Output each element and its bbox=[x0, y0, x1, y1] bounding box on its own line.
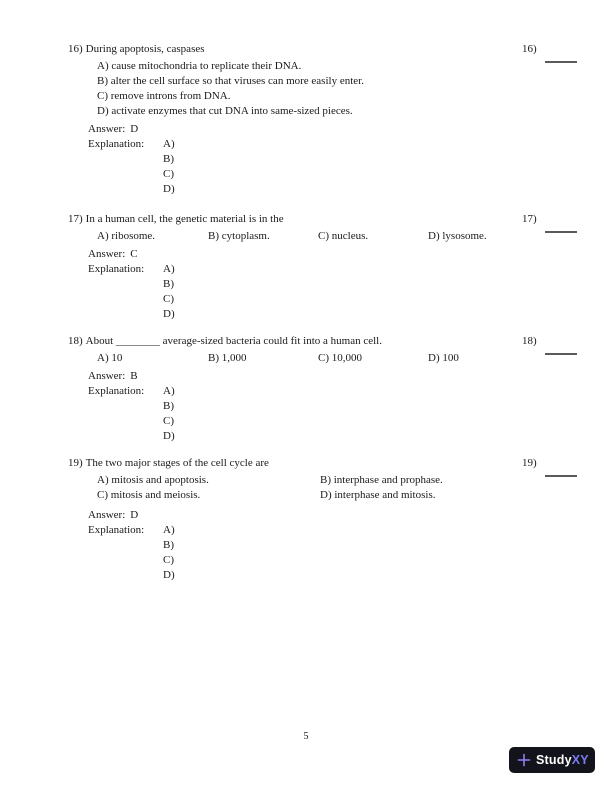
answer-label: Answer: bbox=[88, 248, 126, 260]
explanation-item: B) bbox=[163, 278, 174, 290]
explanation bbox=[88, 384, 526, 444]
option: B) 1,000 bbox=[208, 352, 247, 364]
answer-blank-line bbox=[545, 231, 577, 233]
explanation-item: D) bbox=[163, 569, 175, 581]
explanation-item: B) bbox=[163, 400, 174, 412]
margin-answer-17 bbox=[522, 212, 537, 227]
margin-answer-number: 18) bbox=[522, 335, 537, 347]
option: C) mitosis and meiosis. bbox=[97, 489, 201, 501]
answer-value: B bbox=[130, 370, 138, 382]
answer-blank-line bbox=[545, 353, 577, 355]
explanation-items bbox=[163, 262, 175, 322]
question-stem: The two major stages of the cell cycle are bbox=[85, 457, 269, 469]
explanation-item: B) bbox=[163, 153, 174, 165]
margin-answer-number: 16) bbox=[522, 43, 537, 55]
explanation-item: A) bbox=[163, 385, 175, 397]
answer-value: C bbox=[130, 248, 138, 260]
answer-value: D bbox=[130, 123, 139, 135]
answer-label: Answer: bbox=[88, 370, 126, 382]
explanation-item: A) bbox=[163, 524, 175, 536]
margin-answer-number: 19) bbox=[522, 457, 537, 469]
answer-line bbox=[88, 247, 526, 262]
question-17 bbox=[68, 212, 526, 322]
page-number: 5 bbox=[303, 731, 309, 742]
question-19-stem-line bbox=[68, 456, 526, 471]
explanation-item: C) bbox=[163, 415, 174, 427]
explanation-items bbox=[163, 137, 175, 197]
option: D) 100 bbox=[428, 352, 459, 364]
question-stem: During apoptosis, caspases bbox=[85, 43, 205, 55]
explanation-label: Explanation: bbox=[88, 263, 145, 275]
option: B) interphase and prophase. bbox=[320, 474, 443, 486]
option: D) activate enzymes that cut DNA into same-sized pieces. bbox=[97, 105, 353, 117]
question-16-options bbox=[97, 59, 526, 119]
studyxy-logo bbox=[509, 747, 595, 773]
option: A) cause mitochondria to replicate their DNA. bbox=[97, 60, 302, 72]
margin-answer-number: 17) bbox=[522, 213, 537, 225]
question-17-options bbox=[68, 229, 526, 244]
question-18 bbox=[68, 334, 526, 444]
option: C) remove introns from DNA. bbox=[97, 90, 231, 102]
option: C) 10,000 bbox=[318, 352, 362, 364]
explanation-item: A) bbox=[163, 263, 175, 275]
margin-answer-18 bbox=[522, 334, 537, 349]
plus-icon bbox=[517, 753, 531, 767]
answer-blank-line bbox=[545, 475, 577, 477]
question-16 bbox=[68, 42, 526, 197]
explanation-item: C) bbox=[163, 168, 174, 180]
margin-answer-16 bbox=[522, 42, 537, 57]
logo-text-xy: XY bbox=[571, 753, 589, 767]
option: C) nucleus. bbox=[318, 230, 369, 242]
question-16-stem-line bbox=[68, 42, 526, 57]
option: A) mitosis and apoptosis. bbox=[97, 474, 209, 486]
answer-line bbox=[88, 122, 526, 137]
explanation bbox=[88, 262, 526, 322]
margin-answer-19 bbox=[522, 456, 537, 471]
logo-text-study: Study bbox=[536, 753, 572, 767]
option: D) interphase and mitosis. bbox=[320, 489, 436, 501]
logo-text bbox=[536, 753, 589, 767]
explanation-item: C) bbox=[163, 554, 174, 566]
explanation-items bbox=[163, 384, 175, 444]
answer-line bbox=[88, 369, 526, 384]
answer-label: Answer: bbox=[88, 509, 126, 521]
answer-value: D bbox=[130, 509, 139, 521]
question-number: 19) bbox=[68, 457, 83, 469]
answer-line bbox=[88, 508, 526, 523]
question-19 bbox=[68, 456, 526, 583]
question-stem: In a human cell, the genetic material is in the bbox=[85, 213, 284, 225]
explanation-item: B) bbox=[163, 539, 174, 551]
explanation-item: A) bbox=[163, 138, 175, 150]
explanation-item: C) bbox=[163, 293, 174, 305]
option: A) 10 bbox=[97, 352, 123, 364]
option: B) cytoplasm. bbox=[208, 230, 270, 242]
explanation-items bbox=[163, 523, 175, 583]
explanation-item: D) bbox=[163, 430, 175, 442]
question-19-options bbox=[97, 473, 526, 503]
question-18-options bbox=[68, 351, 526, 366]
explanation-item: D) bbox=[163, 308, 175, 320]
explanation-label: Explanation: bbox=[88, 138, 145, 150]
question-18-stem-line bbox=[68, 334, 526, 349]
question-number: 16) bbox=[68, 43, 83, 55]
answer-blank-line bbox=[545, 61, 577, 63]
explanation-label: Explanation: bbox=[88, 385, 145, 397]
option: B) alter the cell surface so that viruses can more easily enter. bbox=[97, 75, 364, 87]
option: D) lysosome. bbox=[428, 230, 487, 242]
question-number: 18) bbox=[68, 335, 83, 347]
explanation bbox=[88, 523, 526, 583]
option: A) ribosome. bbox=[97, 230, 156, 242]
answer-label: Answer: bbox=[88, 123, 126, 135]
explanation-label: Explanation: bbox=[88, 524, 145, 536]
question-number: 17) bbox=[68, 213, 83, 225]
question-stem: About ________ average-sized bacteria could fit into a human cell. bbox=[85, 335, 382, 347]
explanation-item: D) bbox=[163, 183, 175, 195]
question-17-stem-line bbox=[68, 212, 526, 227]
explanation bbox=[88, 137, 526, 197]
